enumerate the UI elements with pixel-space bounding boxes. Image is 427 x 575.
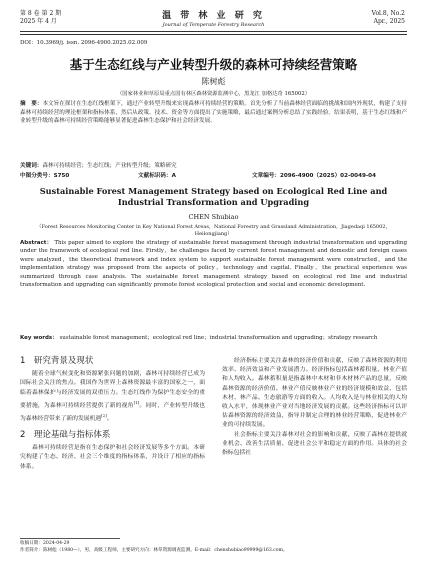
- affiliation-cn: （国家林业和草原局重点国有林区森林资源监测中心，黑龙江 加格达奇 165002）: [116, 91, 311, 97]
- affiliation-en: （Forest Resources Monitoring Center in Key National Forest Areas，National Forestry and Grassland Administration，Jiagedaqi 165002，Heilongjiang）: [36, 224, 391, 237]
- author-en: CHEN Shubiao: [188, 213, 239, 221]
- economic-indicators-paragraph: 经济指标主要关注森林的经济价值和贡献，反映了森林资源的利用效率、经济效益和产业发展潜力。经济指标包括森林蓄积量、林业产值和人均收入。森林蓄积量是指森林中木材和非木材林产品的总量，反映森林资源的经济价值。林业产值反映林业产业的经济规模和效益，包括木材、林产品、生态旅游等方面的收入。人均收入是与林业相关的人均收入水平，体现林业产业对当地经济发展的贡献。这些经济指标可以评估森林资源的经济效益，指导并制定合理的林业经营策略，促进林业产业的可持续发展。: [222, 358, 407, 429]
- issue-date-en: Apr., 2025: [373, 18, 405, 25]
- author-cn: 陈树彪: [201, 77, 226, 86]
- section-1-paragraph: [20, 370, 205, 424]
- footnote: [20, 541, 407, 554]
- citation-2: [2]: [101, 412, 107, 418]
- sec1-text-end: 。: [106, 415, 113, 422]
- keywords-en: [20, 334, 407, 342]
- section-1-heading: 1 研究背景及现状: [20, 356, 94, 366]
- keywords-cn: [20, 161, 407, 169]
- journal-name-en: Journal of Temperate Forestry Research: [162, 22, 265, 28]
- keywords-label-cn: 关键词：: [20, 163, 43, 169]
- keywords-text-en: sustainable forest management；ecological red line；industrial transformation and upgrading；strategy research: [59, 335, 378, 341]
- social-indicators-paragraph: 社会指标主要关注森林对社会的影响和贡献，反映了森林在提供就业机会、改善生活质量、促进社会公平和稳定方面的作用。具体的社会指标包括社: [222, 431, 407, 457]
- article-number: 文章编号：2096-4900（2025）02-0049-04: [252, 173, 376, 179]
- issue-date: 2025 年 4 月: [20, 18, 57, 25]
- body-right-column: [222, 357, 407, 458]
- volume-issue-en: Vol.8, No.2: [371, 10, 405, 17]
- doi: DOI：10.3969/j. issn. 2096-4900.2025.02.009: [20, 40, 148, 46]
- author-bio: 作者简介：陈树彪（1980—），男，高级工程师，主要研究方向：林草资源调查监测。E-mail：chenshubiao99999@163.com。: [20, 547, 288, 553]
- keywords-text-cn: 森林可持续经营；生态红线；产业转型升级；策略研究: [42, 163, 177, 169]
- section-2-heading: 2 理论基础与指标体系: [20, 430, 111, 441]
- section-2-paragraph: 森林可持续经营是指在生态保护和社会经济发展等多个方面。本研究构建了生态、经济、社会三个维度的指标体系，并设计了相应的指标体系。: [20, 445, 205, 470]
- journal-name-cn: 温 带 林 业 研 究: [162, 11, 265, 21]
- clc-number: 中图分类号：S750: [20, 173, 70, 179]
- abstract-label-cn: 摘 要：: [20, 101, 43, 107]
- body-left-column: [20, 357, 205, 472]
- document-code: 文献标识码：A: [138, 173, 176, 179]
- paper-title-cn: 基于生态红线与产业转型升级的森林可持续经营策略: [69, 57, 358, 72]
- journal-masthead: [0, 8, 427, 28]
- abstract-cn: [20, 100, 407, 126]
- abstract-text-en: This paper aimed to explore the strategy of sustainable forest management through industrial transformation and upgrading under the framework of ecological red line. Firstly，he challenges faced by current forest management and domestic and foreign cases were analyzed，the theoretical framework and index system to support sustainable forest management were constructed，and the implementation strategy was proposed from the aspects of policy，technology and capital. Finally，the practical experience was summarized through case analysis. The sustainable forest management strategy based on ecological red line and industrial transformation and upgrading can significantly promote forest ecological protection and social and economic development.: [20, 240, 407, 289]
- issue-info-en: [372, 10, 405, 26]
- header-rule: [20, 31, 407, 32]
- keywords-label-en: Key words：: [20, 335, 58, 341]
- abstract-label-en: Abstract：: [20, 240, 53, 246]
- volume-issue: 第 8 卷 第 2 期: [20, 10, 62, 17]
- sec1-text-cont: 。同时，产业转型升级也为森林经营带来了新的发展机遇: [20, 402, 205, 422]
- received-date: 收稿日期：2024-04-29: [20, 541, 70, 546]
- header-rule-thin: [20, 34, 407, 35]
- sec1-text: 随着全球气候变化和资源紧张问题的加剧，森林可持续经营已成为国际社会关注的焦点。我国作为世界上森林资源最丰富的国家之一，面临着森林保护与经济发展的双重压力。生态红线作为保护生态安全的重要措施，为森林可持续经营提供了新的视角: [20, 371, 205, 409]
- abstract-en: [20, 239, 407, 289]
- citation-1: [1]: [133, 399, 140, 405]
- footnote-rule: [20, 538, 120, 539]
- abstract-text-cn: 本文旨在探讨在生态红线框架下，通过产业转型升级来实现森林可持续经营的策略。首先分析了当前森林经营面临的挑战和国内外现状，构建了支持森林可持续经营的理论框架和指标体系，然后从政策、技术、资金等方面提出了实施策略，最后通过案例分析总结了实践经验。结果表明，基于生态红线和产业转型升级的森林可持续经营策略能够显著促进森林生态保护和社会经济发展。: [20, 101, 407, 125]
- paper-title-en: Sustainable Forest Management Strategy based on Ecological Red Line and Industrial Transformation and Upgrading: [39, 186, 388, 207]
